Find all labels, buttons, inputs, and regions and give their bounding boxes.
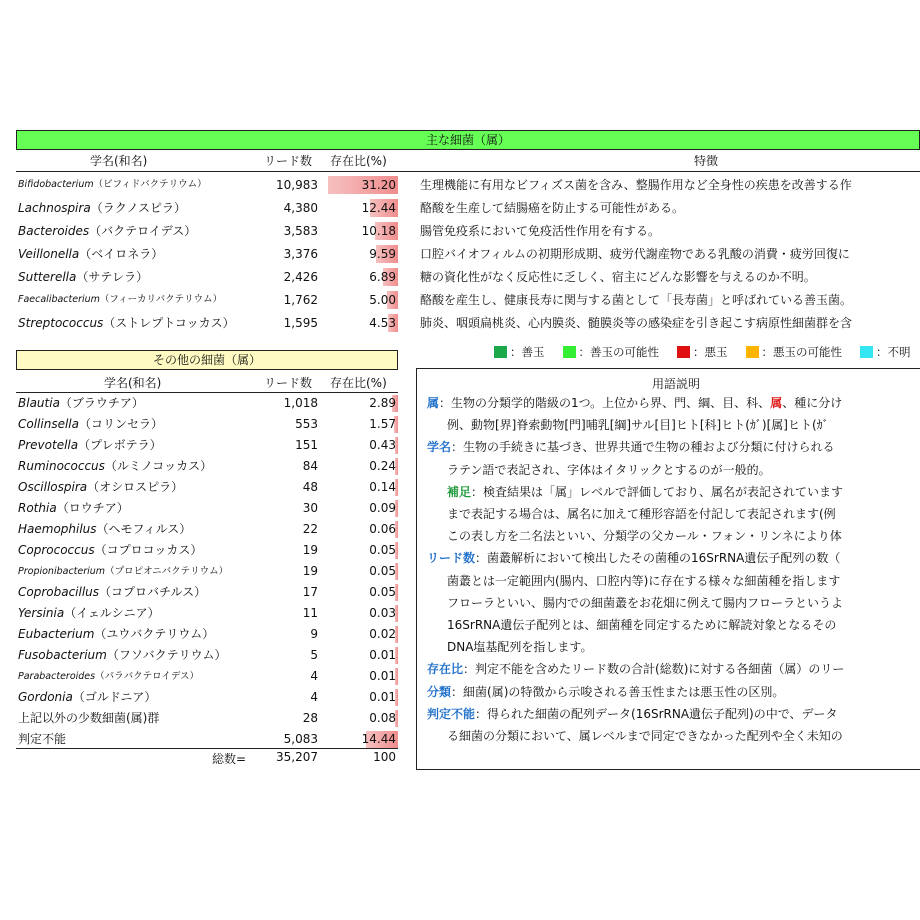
glossary-text: る細菌の分類において、属レベルまで同定できなかった配列や全く未知の — [447, 729, 843, 743]
ratio-value: 6.89 — [369, 270, 396, 284]
glossary-term: 学名 — [427, 440, 452, 455]
other-table-row — [16, 414, 398, 435]
japanese-name: （ベイロネラ） — [79, 247, 164, 261]
main-table-row — [16, 243, 920, 265]
latin-name: Coprococcus — [18, 543, 95, 557]
latin-name: Veillonella — [18, 247, 80, 261]
bacteria-name — [18, 289, 222, 311]
glossary-text: ：生物の分類学的階級の1つ。上位から界、門、綱、目、科、 — [439, 396, 771, 410]
read-count: 84 — [302, 459, 318, 473]
japanese-name: （ヘモフィルス） — [96, 522, 192, 536]
legend-label: ：善玉の可能性 — [578, 345, 659, 359]
bacteria-name — [18, 708, 159, 729]
ratio-value: 0.01 — [369, 690, 396, 704]
feature-text: 糖の資化性がなく反応性に乏しく、宿主にどんな影響を与えるのか不明。 — [420, 270, 816, 284]
feature-text: 生理機能に有用なビフィズス菌を含み、整腸作用など全身性の疾患を改善する作 — [420, 178, 852, 192]
ratio-value: 0.08 — [369, 711, 396, 725]
read-count: 30 — [302, 501, 318, 515]
glossary-text: DNA塩基配列を指します。 — [447, 640, 593, 655]
ratio-value: 0.05 — [369, 543, 396, 557]
glossary-text: ：生物の手続きに基づき、世界共通で生物の種および分類に付けられる — [451, 440, 835, 455]
bacteria-name — [18, 312, 235, 334]
ratio-cell — [328, 199, 398, 217]
ratio-value: 0.14 — [369, 480, 396, 494]
ratio-value: 0.03 — [369, 606, 396, 620]
latin-name: Parabacteroides — [18, 671, 96, 682]
latin-name: Fusobacterium — [18, 648, 107, 662]
japanese-name: （コプロコッカス） — [94, 543, 203, 557]
legend-item — [677, 345, 728, 359]
bacteria-name — [18, 435, 162, 456]
read-count: 4 — [310, 690, 318, 704]
glossary-line — [447, 528, 842, 544]
glossary-text: 16SrRNA遺伝子配列とは、細菌種を同定するために解読対象となるその — [447, 618, 837, 632]
main-table-row — [16, 289, 920, 311]
bacteria-name — [18, 174, 207, 196]
feature-text: 腸管免疫系において免疫活性作用を有する。 — [420, 224, 661, 238]
main-table-row — [16, 312, 920, 334]
ratio-value: 0.09 — [369, 501, 396, 515]
read-count: 5,083 — [283, 732, 318, 746]
read-count: 28 — [302, 711, 318, 725]
other-table-row — [16, 624, 398, 645]
glossary-text: フローラといい、腸内での細菌叢をお花畑に例えて腸内フローラというよ — [447, 595, 844, 610]
ratio-value: 1.57 — [369, 417, 396, 431]
read-count: 3,583 — [283, 224, 318, 238]
ratio-cell — [328, 416, 398, 433]
bacteria-name — [18, 603, 160, 624]
read-count: 19 — [302, 543, 318, 557]
main-col-feature: 特徴 — [694, 154, 719, 168]
latin-name: Gordonia — [18, 690, 73, 704]
glossary-text: ：判定不能を含めたリード数の合計(総数)に対する各細菌（属）のリー — [463, 662, 845, 677]
bacteria-name — [18, 456, 212, 477]
other-table-row — [16, 393, 398, 414]
main-table-row — [16, 174, 920, 196]
other-col-name: 学名(和名) — [104, 376, 162, 390]
ratio-cell — [328, 689, 398, 706]
legend-item — [494, 345, 545, 359]
latin-name: Bacteroides — [18, 224, 90, 238]
total-label: 総数= — [212, 752, 247, 766]
glossary-line — [427, 439, 835, 455]
bacteria-name — [18, 519, 191, 540]
read-count: 1,595 — [283, 316, 318, 330]
japanese-name: （プロピオニバクテリウム） — [105, 566, 229, 577]
glossary-text: まで表記する場合は、属名に加えて種形容語を付記して表記されます(例 — [447, 507, 836, 521]
glossary-line — [427, 684, 784, 700]
main-table-row — [16, 266, 920, 288]
legend-swatch-icon — [677, 346, 690, 358]
latin-name: Faecalibacterium — [18, 294, 100, 305]
read-count: 4,380 — [283, 201, 318, 215]
glossary-line — [447, 595, 843, 611]
latin-name: Coprobacillus — [18, 585, 100, 599]
glossary-line — [447, 573, 840, 589]
japanese-name: （パラバクテロイデス） — [95, 671, 199, 682]
glossary-line — [447, 417, 829, 433]
read-count: 11 — [302, 606, 318, 620]
latin-name: Ruminococcus — [18, 459, 105, 473]
bacteria-name — [18, 266, 148, 288]
ratio-cell — [328, 395, 398, 412]
japanese-name: （プレボテラ） — [78, 438, 162, 452]
read-count: 9 — [310, 627, 318, 641]
main-section-title: 主な細菌（属） — [16, 130, 920, 150]
other-table-row — [16, 519, 398, 540]
other-table-row — [16, 477, 398, 498]
latin-name: Streptococcus — [18, 316, 104, 330]
bacteria-name — [18, 540, 202, 561]
japanese-name: （ルミノコッカス） — [104, 459, 213, 473]
legend-label: ：善玉 — [510, 345, 545, 359]
bacteria-name — [18, 197, 186, 219]
total-reads: 35,207 — [276, 750, 318, 764]
bacteria-name — [18, 645, 227, 666]
read-count: 2,426 — [283, 270, 318, 284]
feature-text: 酪酸を生産して結腸癌を防止する可能性がある。 — [420, 201, 685, 215]
ratio-value: 0.43 — [369, 438, 396, 452]
ratio-value: 12.44 — [361, 201, 396, 215]
glossary-line — [447, 506, 836, 522]
japanese-name: （ラクノスピラ） — [90, 201, 186, 215]
japanese-name: （ロウチア） — [56, 501, 129, 515]
latin-name: Rothia — [18, 501, 57, 515]
ratio-value: 0.02 — [369, 627, 396, 641]
ratio-cell — [328, 668, 398, 685]
feature-text: 肺炎、咽頭扁桃炎、心内膜炎、髄膜炎等の感染症を引き起こす病原性細菌群を含 — [420, 316, 853, 330]
bacteria-name — [18, 582, 206, 603]
read-count: 5 — [310, 648, 318, 662]
glossary-highlight: 属 — [770, 396, 783, 410]
ratio-cell — [328, 479, 398, 496]
other-table-row — [16, 456, 398, 477]
glossary-line — [447, 484, 843, 500]
ratio-cell — [328, 176, 398, 194]
ratio-cell — [328, 731, 398, 748]
read-count: 1,762 — [283, 293, 318, 307]
japanese-name: 上記以外の少数細菌(属)群 — [18, 711, 160, 725]
latin-name: Yersinia — [18, 606, 65, 620]
ratio-value: 0.06 — [369, 522, 396, 536]
bacteria-name — [18, 393, 144, 414]
glossary-line — [447, 728, 843, 744]
legend-swatch-icon — [860, 346, 873, 358]
bacteria-name — [18, 729, 66, 750]
glossary-term: 属 — [427, 396, 440, 410]
ratio-cell — [328, 542, 398, 559]
glossary-term: 存在比 — [427, 662, 464, 677]
glossary-line — [427, 395, 842, 411]
japanese-name: 判定不能 — [18, 732, 67, 746]
glossary-box — [416, 368, 920, 770]
latin-name: Eubacterium — [18, 627, 95, 641]
bacteria-name — [18, 414, 163, 435]
glossary-term: 補足 — [447, 484, 472, 499]
glossary-term: リード数 — [427, 551, 476, 566]
latin-name: Blautia — [18, 396, 60, 410]
ratio-cell — [328, 291, 398, 309]
classification-legend — [494, 344, 920, 360]
japanese-name: （ゴルドニア） — [72, 690, 157, 704]
latin-name: Collinsella — [18, 417, 79, 431]
read-count: 553 — [295, 417, 318, 431]
feature-text: 口腔バイオフィルムの初期形成期、疲労代謝産物である乳酸の消費・疲労回復に — [420, 247, 850, 261]
other-table-row — [16, 498, 398, 519]
ratio-cell — [328, 563, 398, 580]
read-count: 3,376 — [283, 247, 318, 261]
japanese-name: （サテレラ） — [76, 270, 149, 284]
bacteria-name — [18, 477, 183, 498]
japanese-name: （ユウバクテリウム） — [94, 627, 215, 641]
main-col-ratio: 存在比(%) — [330, 154, 387, 168]
main-col-name: 学名(和名) — [90, 154, 148, 168]
latin-name: Lachnospira — [18, 201, 91, 215]
japanese-name: （コリンセラ） — [78, 417, 163, 431]
glossary-text: ：得られた細菌の配列データ(16SrRNA遺伝子配列)の中で、データ — [475, 706, 838, 721]
ratio-value: 2.89 — [369, 396, 396, 410]
legend-item — [746, 345, 843, 359]
latin-name: Bifidobacterium — [18, 179, 94, 190]
other-table-row — [16, 645, 398, 666]
japanese-name: （イェルシニア） — [64, 606, 160, 620]
main-table-row — [16, 197, 920, 219]
other-table-row — [16, 666, 398, 687]
read-count: 48 — [302, 480, 318, 494]
other-table-row — [16, 687, 398, 708]
ratio-cell — [328, 437, 398, 454]
japanese-name: （バクテロイデス） — [89, 224, 197, 238]
read-count: 10,983 — [276, 178, 318, 192]
legend-label: ：悪玉の可能性 — [761, 345, 842, 359]
main-table-row — [16, 220, 920, 242]
glossary-title: 用語説明 — [651, 377, 700, 391]
other-total-divider — [16, 748, 398, 749]
total-ratio: 100 — [373, 750, 396, 764]
legend-swatch-icon — [494, 346, 507, 358]
glossary-text-after: 、種に分け — [782, 396, 843, 410]
ratio-cell — [328, 500, 398, 517]
ratio-cell — [328, 584, 398, 601]
main-header-divider — [16, 171, 920, 172]
ratio-cell — [328, 710, 398, 727]
glossary-line — [427, 550, 840, 566]
read-count: 1,018 — [283, 396, 318, 410]
glossary-term: 判定不能 — [427, 706, 476, 721]
ratio-cell — [328, 626, 398, 643]
ratio-cell — [328, 605, 398, 622]
japanese-name: （ビフィドバクテリウム） — [93, 179, 207, 190]
glossary-line — [447, 617, 836, 633]
other-table-row — [16, 435, 398, 456]
ratio-value: 9.59 — [369, 247, 396, 261]
legend-item — [563, 345, 660, 359]
glossary-line — [447, 462, 771, 478]
glossary-line — [447, 639, 592, 655]
japanese-name: （フィーカリバクテリウム） — [99, 294, 223, 305]
glossary-text: ラテン語で表記され、字体はイタリックとするのが一般的。 — [447, 462, 771, 477]
legend-item — [860, 345, 911, 359]
ratio-value: 0.01 — [369, 648, 396, 662]
legend-swatch-icon — [746, 346, 759, 358]
other-table-row — [16, 708, 398, 729]
japanese-name: （ストレプトコッカス） — [103, 316, 235, 330]
read-count: 4 — [310, 669, 318, 683]
japanese-name: （オシロスピラ） — [87, 480, 184, 494]
other-table-row — [16, 540, 398, 561]
bacteria-name — [18, 687, 156, 708]
japanese-name: （フソバクテリウム） — [106, 648, 227, 662]
ratio-cell — [328, 458, 398, 475]
read-count: 19 — [302, 564, 318, 578]
other-table-row — [16, 561, 398, 582]
read-count: 151 — [295, 438, 318, 452]
ratio-value: 5.00 — [369, 293, 396, 307]
japanese-name: （ブラウチア） — [59, 396, 144, 410]
bacteria-name — [18, 243, 163, 265]
latin-name: Haemophilus — [18, 522, 97, 536]
latin-name: Propionibacterium — [18, 566, 106, 577]
ratio-value: 14.44 — [361, 732, 396, 746]
other-col-ratio: 存在比(%) — [330, 376, 387, 390]
ratio-value: 4.53 — [369, 316, 396, 330]
ratio-value: 0.24 — [369, 459, 396, 473]
ratio-value: 0.05 — [369, 585, 396, 599]
bacteria-name — [18, 220, 196, 242]
other-table-row — [16, 729, 398, 750]
glossary-term: 分類 — [427, 684, 452, 699]
legend-swatch-icon — [563, 346, 576, 358]
legend-label: ：不明 — [876, 345, 911, 359]
glossary-text: ：細菌(属)の特徴から示唆される善玉性または悪玉性の区別。 — [451, 684, 785, 699]
ratio-value: 10.18 — [361, 224, 396, 238]
latin-name: Prevotella — [18, 438, 79, 452]
ratio-cell — [328, 268, 398, 286]
bacteria-name — [18, 624, 214, 645]
ratio-cell — [328, 222, 398, 240]
other-table-row — [16, 582, 398, 603]
ratio-cell — [328, 521, 398, 538]
glossary-text: ：菌叢解析において検出したその菌種の16SrRNA遺伝子配列の数（ — [475, 551, 841, 566]
other-table-row — [16, 603, 398, 624]
ratio-cell — [328, 647, 398, 664]
glossary-text: ：検査結果は「属」レベルで評価しており、属名が表記されています — [471, 484, 844, 499]
legend-label: ：悪玉 — [693, 345, 728, 359]
ratio-value: 0.05 — [369, 564, 396, 578]
ratio-value: 31.20 — [361, 178, 396, 192]
read-count: 17 — [302, 585, 318, 599]
glossary-text: 例、動物[界]脊索動物[門]哺乳[綱]サル[目]ヒト[科]ヒト(ｶﾞ)[属]ヒト(ｶﾞ — [447, 418, 829, 433]
main-col-reads: リード数 — [264, 154, 313, 168]
glossary-line — [427, 706, 838, 722]
other-col-reads: リード数 — [264, 376, 313, 390]
bacteria-name — [18, 498, 129, 519]
bacteria-name — [18, 666, 199, 687]
ratio-cell — [328, 314, 398, 332]
bacteria-name — [18, 561, 228, 582]
read-count: 22 — [302, 522, 318, 536]
latin-name: Oscillospira — [18, 480, 88, 494]
glossary-line — [427, 661, 844, 677]
ratio-value: 0.01 — [369, 669, 396, 683]
japanese-name: （コプロバチルス） — [99, 585, 207, 599]
other-section-title: その他の細菌（属） — [16, 350, 398, 370]
ratio-cell — [328, 245, 398, 263]
glossary-text: この表し方を二名法といい、分類学の父カール・フォン・リンネにより体 — [447, 529, 842, 544]
feature-text: 酪酸を産生し、健康長寿に関与する菌として「長寿菌」と呼ばれている善玉菌。 — [420, 293, 853, 307]
latin-name: Sutterella — [18, 270, 77, 284]
glossary-text: 菌叢とは一定範囲内(腸内、口腔内等)に存在する様々な細菌種を指します — [447, 573, 841, 588]
